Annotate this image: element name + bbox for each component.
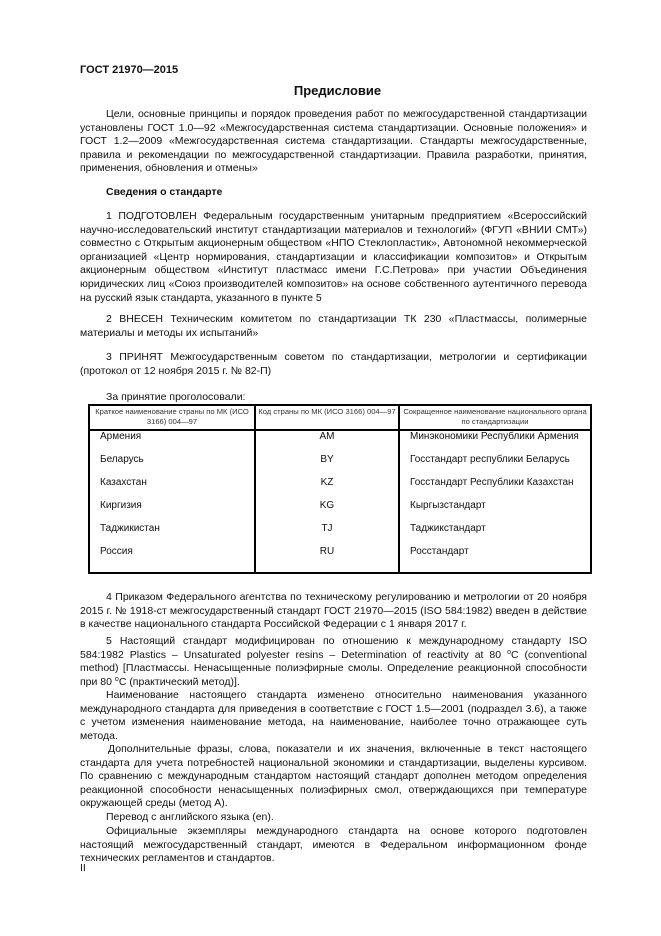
column-header-code: Код страны по МК (ИСО 3166) 004—97 [255,405,399,430]
country-cell: Казахстан [100,477,147,488]
paragraph-8: Перевод с английского языка (en). [106,811,274,823]
code-cell: TJ [255,523,399,546]
paragraph-5-part-c: C (практический метод)]. [118,675,240,688]
code-cell: KZ [255,477,399,500]
intro-paragraph: Цели, основные принципы и порядок проведения работ по межгосударственной стандартизации установлены ГОСТ 1.0—92 «Межгосударственная система стандартизации. Основные положения» и ГОСТ 1.2—2009 «Межгосударственная система стандартизации. Стандарты межгосударственные, правила и рекомендации по межгосударственной стандартизации. Правила разработки, принятия, применения, обновления и отмены» [80,108,587,175]
section-title: Сведения о стандарте [106,186,223,198]
country-cell: Армения [100,431,142,442]
document-id: ГОСТ 21970—2015 [80,64,179,76]
table-row [89,454,591,477]
page-title: Предисловие [293,83,382,98]
code-cell: RU [255,546,399,573]
country-cell: Беларусь [100,454,144,465]
table-row [89,546,591,573]
paragraph-7: Дополнительные фразы, слова, показатели и их значения, включенные в текст настоящего стандарта для учета потребностей национальной экономики и стандартизации, выделены курсивом. По сравнению с международным стандартом настоящий стандарт дополнен методом определения реакционной способности ненасыщенных полиэфирных смол, отверждающихся при температуре окружающей среды (метод А). [80,743,587,810]
code-cell: AM [255,430,399,454]
degree-superscript: o [114,675,119,683]
degree-superscript: o [507,648,511,656]
page-number: II [80,862,86,874]
table-row [89,430,591,454]
paragraph-5-part-a: 5 Настоящий стандарт модифицирован по отношению к международному стандарту ISO 584:1982 Plastics – Unsaturated polyester resins – Determination of reactivity at 80 [80,635,587,661]
paragraph-2: 2 ВНЕСЕН Техническим комитетом по стандартизации ТК 230 «Пластмассы, полимерные материалы и методы их испытаний» [80,313,587,339]
paragraph-1: 1 ПОДГОТОВЛЕН Федеральным государственным унитарным предприятием «Всероссийский научно-исследовательский институт стандартизации материалов и технологий» (ФГУП «ВНИИ СМТ») совместно с Открытым акционерным обществом «НПО Стеклопластик», Автономной некоммерческой организацией «Центр нормирования, стандартизации и классификации композитов» и Открытым акционерным обществом «Институт пластмасс имени Г.С.Петрова» при участии Объединения юридических лиц «Союз производителей композитов» на основе собственного аутентичного перевода на русский язык стандарта, указанного в пункте 5 [80,210,587,304]
table-row [89,477,591,500]
authority-cell: Росстандарт [399,546,591,573]
authority-cell: Таджикстандарт [399,523,591,546]
paragraph-5-part-b: C (conventional method) [Пластмассы. Ненасыщенные полиэфирные смолы. Определение реакционной способности при 80 [80,648,587,688]
paragraph-4: 4 Приказом Федерального агентства по техническому регулированию и метрологии от 20 ноября 2015 г. № 1918-ст межгосударственный стандарт ГОСТ 21970—2015 (ISO 584:1982) введен в действие в качестве национального стандарта Российской Федерации с 1 января 2017 г. [80,591,587,631]
table-header-row [89,405,591,430]
authority-cell: Кыргызстандарт [399,500,591,523]
table-row [89,523,591,546]
vote-label: За принятие проголосовали: [106,391,246,403]
authority-cell: Госстандарт республики Беларусь [399,454,591,477]
country-cell: Киргизия [100,500,142,511]
paragraph-3: 3 ПРИНЯТ Межгосударственным советом по стандартизации, метрологии и сертификации (протокол от 12 ноября 2015 г. № 82-П) [80,351,587,377]
paragraph-9: Официальные экземпляры международного стандарта на основе которого подготовлен настоящий межгосударственный стандарт, имеются в Федеральном информационном фонде технических регламентов и стандартов. [80,825,587,865]
authority-cell: Минэкономики Республики Армения [399,430,591,454]
column-header-country: Краткое наименование страны по МК (ИСО 3166) 004—97 [89,405,255,430]
code-cell: KG [255,500,399,523]
voting-table [88,404,592,574]
country-cell: Россия [100,546,133,557]
table-row [89,500,591,523]
authority-cell: Госстандарт Республики Казахстан [399,477,591,500]
column-header-authority: Сокращенное наименование национального органа по стандартизации [399,405,591,430]
paragraph-5 [80,635,587,689]
country-cell: Таджикистан [100,523,160,534]
paragraph-6: Наименование настоящего стандарта изменено относительно наименования указанного международного стандарта для приведения в соответствие с ГОСТ 1.5—2001 (подраздел 3.6), а также с учетом изменения наименование метода, на наименование, наиболее точно отражающее суть метода. [80,689,587,742]
code-cell: BY [255,454,399,477]
